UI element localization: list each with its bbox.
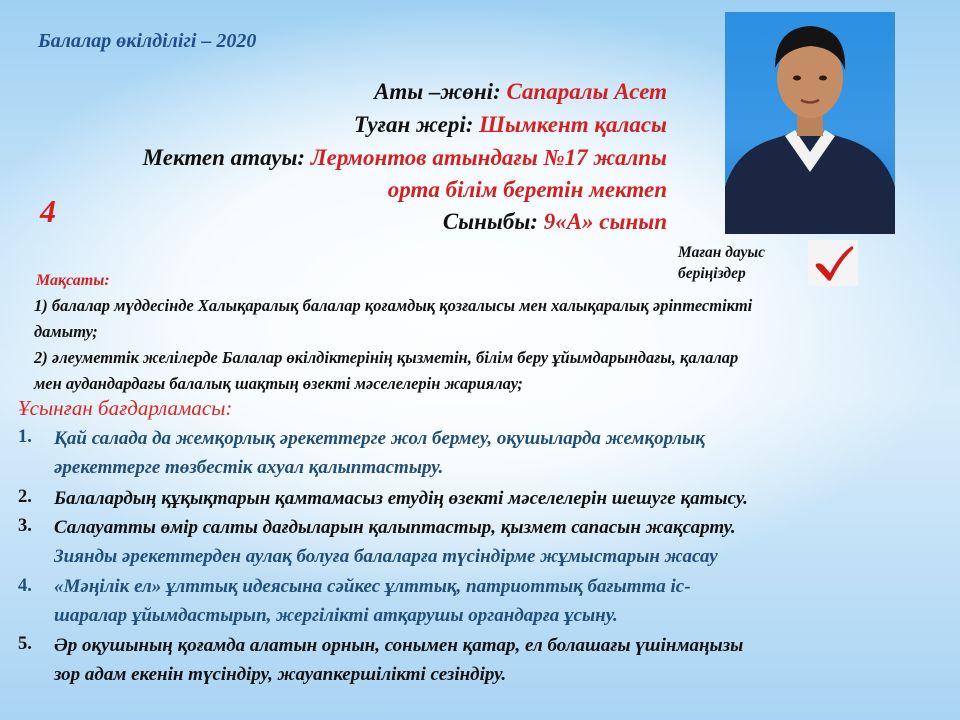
- program-item-line: Салауатты өмір салты дағдыларын қалыптастыр, қызмет сапасын жақсарту.: [54, 517, 736, 538]
- program-item-number: 1.: [18, 427, 32, 447]
- portrait-illustration: [725, 12, 895, 234]
- slide-heading: Балалар өкілділігі – 2020: [38, 30, 257, 52]
- candidate-photo: [725, 12, 895, 234]
- class-value: 9«А» сынып: [543, 209, 667, 234]
- school-value-continued: орта білім беретін мектеп: [387, 177, 667, 202]
- program-item-line: шаралар ұйымдастырып, жергілікті атқарушы органдарға ұсыну.: [54, 605, 618, 626]
- program-item-line: Қай салада да жемқорлық әрекеттерге жол бермеу, оқушыларда жемқорлық: [54, 428, 705, 449]
- program-item-number: 2.: [18, 487, 32, 507]
- goal-line: мен аудандардағы балалық шақтың өзекті мәселелерін жариялау;: [34, 374, 523, 393]
- program-item-line: Әр оқушының қоғамда алатын орнын, сонымен қатар, ел болашағы үшінмаңызы: [54, 635, 744, 656]
- goal-line: 2) әлеуметтік желілерде Балалар өкілдіктерінің қызметін, білім беру ұйымдарындағы, қалалар: [34, 348, 739, 367]
- slide-number: 4: [40, 193, 56, 229]
- birthplace-value: Шымкент қаласы: [479, 112, 667, 137]
- school-row: [143, 142, 667, 174]
- program-item-number: 4.: [18, 576, 32, 596]
- vote-line-2: беріңіздер: [678, 265, 746, 282]
- goal-line: 1) балалар мүддесінде Халықаралық балалар қоғамдық қозғалысы мен халықаралық әріптестікті: [34, 296, 753, 315]
- name-label: Аты –жөні:: [374, 79, 501, 104]
- vote-line-1: Маған дауыс: [678, 244, 766, 261]
- school-value: Лермонтов атындағы №17 жалпы: [310, 145, 667, 170]
- program-item-number: 3.: [18, 516, 32, 536]
- birthplace-row: [354, 109, 667, 141]
- program-item-number: 5.: [18, 634, 32, 654]
- program-item-line: «Мәңілік ел» ұлттық идеясына сәйкес ұлттық, патриоттық бағытта іс-: [54, 576, 691, 597]
- goal-line: дамыту;: [34, 322, 98, 341]
- name-row: [374, 76, 667, 108]
- goals-title: Мақсаты:: [36, 272, 110, 289]
- birthplace-label: Туған жері:: [353, 112, 474, 137]
- program-item-line: Балалардың құқықтарын қамтамасыз етудің өзекті мәселелерін шешуге қатысу.: [54, 488, 748, 509]
- program-item-line: зор адам екенін түсіндіру, жауапкершілікті сезіндіру.: [54, 664, 507, 685]
- program-item-line: әрекеттерге төзбестік ахуал қалыптастыру.: [54, 457, 444, 478]
- vote-call: [678, 242, 765, 284]
- checkmark-icon: [808, 240, 858, 286]
- school-label: Мектеп атауы:: [142, 145, 306, 170]
- program-title: Ұсынған бағдарламасы:: [18, 396, 233, 420]
- class-label: Сыныбы:: [442, 209, 538, 234]
- name-value: Сапаралы Асет: [506, 79, 667, 104]
- checkmark-glyph: [808, 240, 858, 286]
- class-row: [443, 206, 667, 238]
- program-item-line: Зиянды әрекеттерден аулақ болуға балаларға түсіндірме жұмыстарын жасау: [54, 546, 718, 567]
